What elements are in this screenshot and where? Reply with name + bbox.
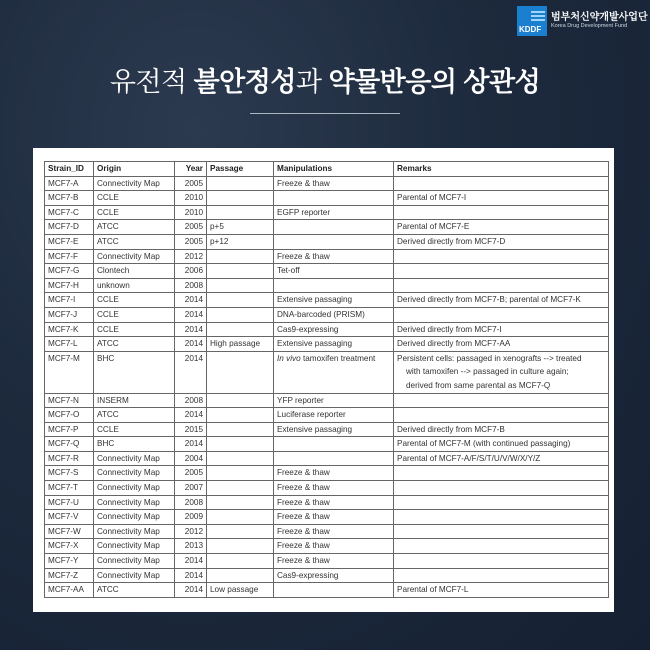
table-row (45, 205, 609, 220)
cell-strain-id: MCF7-J (45, 307, 94, 322)
table-row (45, 293, 609, 308)
cell-origin: Connectivity Map (94, 539, 175, 554)
cell-passage (207, 451, 274, 466)
logo-korean-name: 범부처신약개발사업단 (551, 12, 648, 24)
table-row (45, 176, 609, 191)
cell-passage (207, 437, 274, 452)
cell-year: 2014 (175, 351, 207, 393)
cell-remarks: Parental of MCF7-E (394, 220, 609, 235)
cell-origin: INSERM (94, 393, 175, 408)
table-row (45, 351, 609, 393)
cell-strain-id: MCF7-H (45, 278, 94, 293)
cell-remarks: Derived directly from MCF7-D (394, 234, 609, 249)
cell-passage (207, 176, 274, 191)
remark-line: with tamoxifen --> passaged in culture again; (406, 367, 569, 377)
cell-year: 2005 (175, 466, 207, 481)
cell-strain-id: MCF7-X (45, 539, 94, 554)
cell-year: 2014 (175, 568, 207, 583)
table-row (45, 422, 609, 437)
cell-strain-id: MCF7-L (45, 337, 94, 352)
cell-strain-id: MCF7-B (45, 191, 94, 206)
header-origin: Origin (94, 162, 175, 177)
table-row (45, 322, 609, 337)
table-row (45, 393, 609, 408)
cell-year: 2005 (175, 234, 207, 249)
table-row (45, 583, 609, 598)
table-row (45, 220, 609, 235)
cell-remarks: Derived directly from MCF7-AA (394, 337, 609, 352)
header-year: Year (175, 162, 207, 177)
remark-line: derived from same parental as MCF7-Q (406, 380, 551, 390)
cell-origin: Connectivity Map (94, 466, 175, 481)
cell-passage (207, 278, 274, 293)
cell-year: 2014 (175, 583, 207, 598)
cell-manipulations: Freeze & thaw (274, 510, 394, 525)
cell-origin: Connectivity Map (94, 495, 175, 510)
cell-remarks: Derived directly from MCF7-I (394, 322, 609, 337)
table-row (45, 264, 609, 279)
cell-remarks: Parental of MCF7-I (394, 191, 609, 206)
cell-origin: unknown (94, 278, 175, 293)
table-row (45, 568, 609, 583)
cell-remarks: Parental of MCF7-L (394, 583, 609, 598)
cell-origin: CCLE (94, 293, 175, 308)
cell-origin: Connectivity Map (94, 554, 175, 569)
cell-year: 2014 (175, 437, 207, 452)
cell-remarks: Derived directly from MCF7-B (394, 422, 609, 437)
cell-manipulations: Freeze & thaw (274, 176, 394, 191)
cell-remarks (394, 466, 609, 481)
cell-remarks (394, 568, 609, 583)
cell-strain-id: MCF7-G (45, 264, 94, 279)
table-row (45, 554, 609, 569)
cell-manipulations: Tet-off (274, 264, 394, 279)
cell-origin: ATCC (94, 408, 175, 423)
cell-passage (207, 554, 274, 569)
cell-manipulations: Cas9-expressing (274, 322, 394, 337)
strain-table (44, 161, 609, 598)
cell-strain-id: MCF7-U (45, 495, 94, 510)
table-row (45, 437, 609, 452)
cell-manipulations: Luciferase reporter (274, 408, 394, 423)
table-row (45, 191, 609, 206)
cell-manipulations: Freeze & thaw (274, 481, 394, 496)
cell-remarks (394, 408, 609, 423)
cell-manipulations: Freeze & thaw (274, 466, 394, 481)
table-row (45, 524, 609, 539)
cell-passage (207, 393, 274, 408)
cell-remarks (394, 249, 609, 264)
cell-year: 2014 (175, 307, 207, 322)
cell-strain-id: MCF7-E (45, 234, 94, 249)
cell-remarks (394, 205, 609, 220)
cell-manipulations: Freeze & thaw (274, 524, 394, 539)
cell-year: 2015 (175, 422, 207, 437)
cell-year: 2007 (175, 481, 207, 496)
cell-year: 2008 (175, 495, 207, 510)
table-row (45, 307, 609, 322)
cell-year: 2014 (175, 322, 207, 337)
cell-passage (207, 408, 274, 423)
cell-strain-id: MCF7-S (45, 466, 94, 481)
cell-strain-id: MCF7-Q (45, 437, 94, 452)
cell-remarks (394, 524, 609, 539)
cell-remarks: Derived directly from MCF7-B; parental of MCF7-K (394, 293, 609, 308)
table-row (45, 481, 609, 496)
header-strain-id: Strain_ID (45, 162, 94, 177)
cell-year: 2012 (175, 249, 207, 264)
table-row (45, 539, 609, 554)
cell-manipulations (274, 451, 394, 466)
remark-line: Persistent cells: passaged in xenografts --> treated (397, 353, 582, 363)
cell-remarks: Parental of MCF7-A/F/S/T/U/V/W/X/Y/Z (394, 451, 609, 466)
table-panel (33, 148, 614, 612)
cell-strain-id: MCF7-AA (45, 583, 94, 598)
header-passage: Passage (207, 162, 274, 177)
logo-english-name: Korea Drug Development Fund (551, 23, 628, 30)
table-row (45, 510, 609, 525)
cell-passage (207, 293, 274, 308)
cell-manipulations (274, 191, 394, 206)
table-row (45, 278, 609, 293)
cell-origin: ATCC (94, 337, 175, 352)
cell-manipulations: Extensive passaging (274, 293, 394, 308)
cell-year: 2014 (175, 554, 207, 569)
cell-year: 2012 (175, 524, 207, 539)
cell-year: 2014 (175, 408, 207, 423)
cell-origin: CCLE (94, 307, 175, 322)
cell-manipulations: Freeze & thaw (274, 554, 394, 569)
cell-origin: Clontech (94, 264, 175, 279)
cell-manipulations (274, 437, 394, 452)
kddf-logo (517, 6, 648, 36)
cell-manipulations: In vivo tamoxifen treatment (274, 351, 394, 393)
cell-origin: CCLE (94, 205, 175, 220)
table-row (45, 495, 609, 510)
cell-origin: CCLE (94, 191, 175, 206)
cell-remarks (394, 510, 609, 525)
cell-remarks (394, 495, 609, 510)
cell-year: 2008 (175, 393, 207, 408)
cell-year: 2008 (175, 278, 207, 293)
cell-passage (207, 205, 274, 220)
cell-manipulations: DNA-barcoded (PRISM) (274, 307, 394, 322)
table-row (45, 451, 609, 466)
cell-manipulations: YFP reporter (274, 393, 394, 408)
cell-manipulations (274, 583, 394, 598)
table-row (45, 466, 609, 481)
cell-manipulations (274, 234, 394, 249)
cell-strain-id: MCF7-K (45, 322, 94, 337)
cell-passage (207, 422, 274, 437)
cell-strain-id: MCF7-M (45, 351, 94, 393)
cell-passage (207, 495, 274, 510)
cell-passage (207, 481, 274, 496)
cell-strain-id: MCF7-A (45, 176, 94, 191)
cell-manipulations: Freeze & thaw (274, 539, 394, 554)
cell-passage (207, 191, 274, 206)
cell-origin: CCLE (94, 422, 175, 437)
cell-strain-id: MCF7-Z (45, 568, 94, 583)
cell-passage (207, 524, 274, 539)
cell-remarks (394, 264, 609, 279)
table-row (45, 337, 609, 352)
cell-year: 2010 (175, 205, 207, 220)
cell-passage: High passage (207, 337, 274, 352)
cell-year: 2005 (175, 220, 207, 235)
header-remarks: Remarks (394, 162, 609, 177)
cell-strain-id: MCF7-V (45, 510, 94, 525)
cell-origin: BHC (94, 437, 175, 452)
cell-year: 2010 (175, 191, 207, 206)
cell-origin: BHC (94, 351, 175, 393)
cell-passage (207, 466, 274, 481)
cell-strain-id: MCF7-W (45, 524, 94, 539)
cell-origin: ATCC (94, 583, 175, 598)
cell-remarks (394, 554, 609, 569)
cell-manipulations: Extensive passaging (274, 422, 394, 437)
cell-remarks (394, 278, 609, 293)
cell-strain-id: MCF7-O (45, 408, 94, 423)
cell-year: 2014 (175, 337, 207, 352)
cell-remarks: Parental of MCF7-M (with continued passaging) (394, 437, 609, 452)
table-row (45, 408, 609, 423)
cell-remarks (394, 176, 609, 191)
cell-strain-id: MCF7-Y (45, 554, 94, 569)
cell-strain-id: MCF7-P (45, 422, 94, 437)
kddf-logo-mark: KDDF (517, 6, 547, 36)
cell-year: 2005 (175, 176, 207, 191)
cell-manipulations: Freeze & thaw (274, 249, 394, 264)
cell-passage (207, 307, 274, 322)
cell-origin: Connectivity Map (94, 524, 175, 539)
cell-passage (207, 249, 274, 264)
cell-origin: Connectivity Map (94, 510, 175, 525)
cell-origin: Connectivity Map (94, 451, 175, 466)
cell-passage (207, 510, 274, 525)
header-manipulations: Manipulations (274, 162, 394, 177)
cell-strain-id: MCF7-F (45, 249, 94, 264)
cell-passage: p+12 (207, 234, 274, 249)
cell-manipulations: Cas9-expressing (274, 568, 394, 583)
cell-year: 2006 (175, 264, 207, 279)
cell-passage (207, 264, 274, 279)
cell-remarks (394, 539, 609, 554)
cell-origin: CCLE (94, 322, 175, 337)
cell-passage (207, 568, 274, 583)
table-row (45, 249, 609, 264)
cell-passage (207, 322, 274, 337)
cell-remarks (394, 307, 609, 322)
cell-passage: Low passage (207, 583, 274, 598)
cell-year: 2004 (175, 451, 207, 466)
cell-year: 2009 (175, 510, 207, 525)
title-divider (250, 113, 400, 114)
cell-origin: Connectivity Map (94, 568, 175, 583)
cell-manipulations: EGFP reporter (274, 205, 394, 220)
cell-strain-id: MCF7-T (45, 481, 94, 496)
cell-origin: Connectivity Map (94, 481, 175, 496)
cell-origin: Connectivity Map (94, 249, 175, 264)
cell-remarks (394, 481, 609, 496)
cell-strain-id: MCF7-N (45, 393, 94, 408)
cell-manipulations (274, 220, 394, 235)
cell-manipulations: Extensive passaging (274, 337, 394, 352)
cell-passage (207, 351, 274, 393)
cell-passage (207, 539, 274, 554)
cell-manipulations: Freeze & thaw (274, 495, 394, 510)
table-header-row (45, 162, 609, 177)
cell-strain-id: MCF7-R (45, 451, 94, 466)
page-title: 유전적 불안정성과 약물반응의 상관성 (109, 67, 541, 97)
cell-year: 2013 (175, 539, 207, 554)
cell-remarks (394, 351, 609, 393)
cell-strain-id: MCF7-D (45, 220, 94, 235)
cell-origin: Connectivity Map (94, 176, 175, 191)
cell-manipulations (274, 278, 394, 293)
table-row (45, 234, 609, 249)
cell-strain-id: MCF7-C (45, 205, 94, 220)
cell-passage: p+5 (207, 220, 274, 235)
cell-remarks (394, 393, 609, 408)
cell-origin: ATCC (94, 220, 175, 235)
cell-strain-id: MCF7-I (45, 293, 94, 308)
cell-year: 2014 (175, 293, 207, 308)
cell-origin: ATCC (94, 234, 175, 249)
